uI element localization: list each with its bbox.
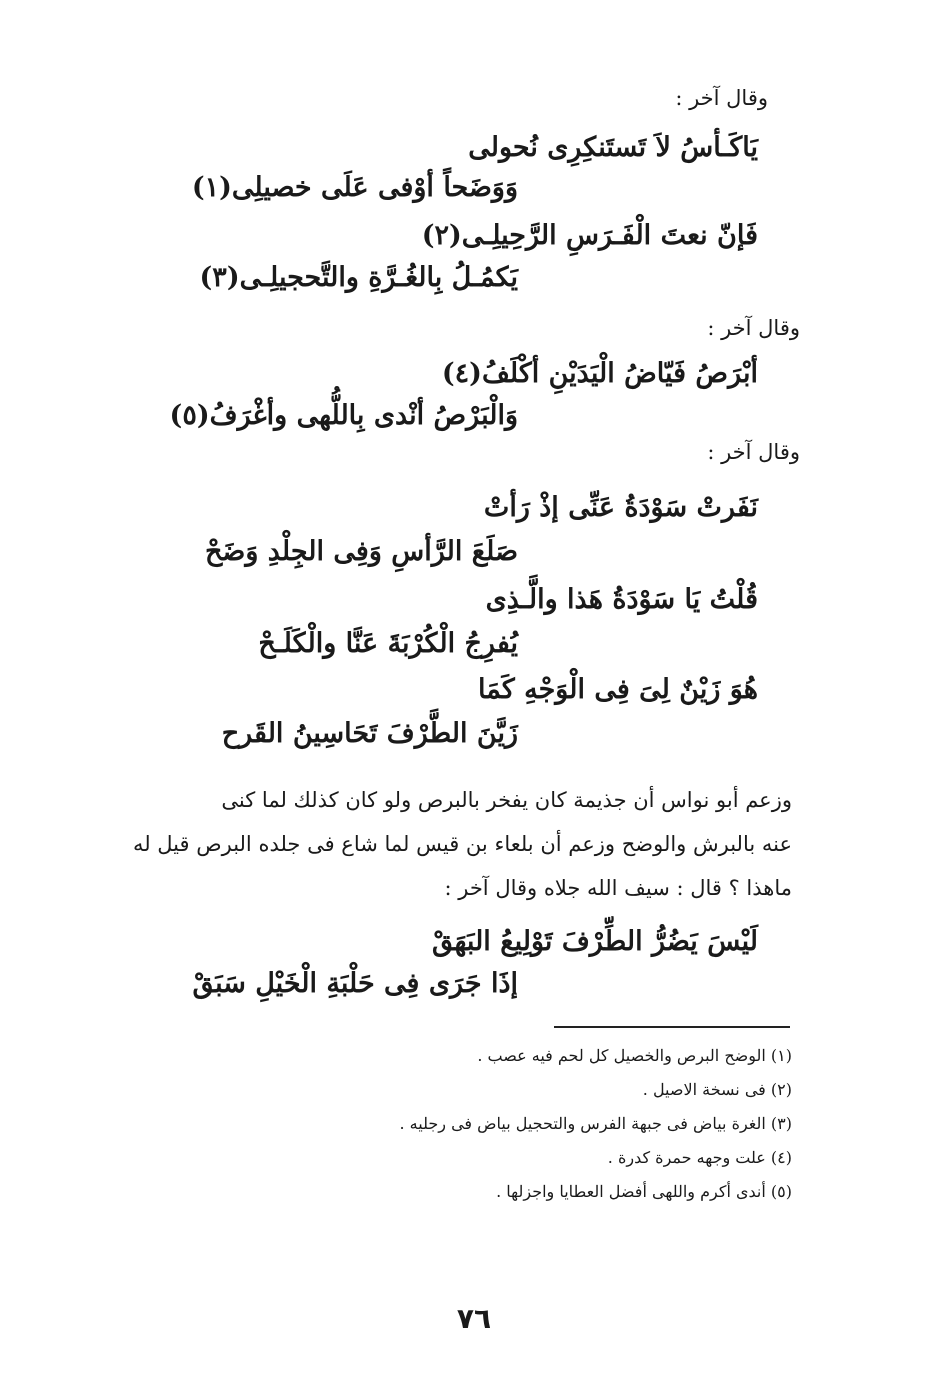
verse-line: زَيَّنَ الطَّرْفَ تَحَاسِينُ القَرح	[221, 718, 518, 749]
verse-line: فَإنّ نعتَ الْفَـرَسِ الرَّحِيلِـى(٢)	[421, 220, 758, 251]
footnote: (٣) الغرة بياض فى جبهة الفرس والتحجيل بياض فى رجليه .	[399, 1114, 792, 1133]
footnote: (٢) فى نسخة الاصيل .	[642, 1080, 792, 1099]
intro-line: وقال آخر :	[707, 440, 800, 464]
verse-line: هُوَ زَيْنٌ لِىَ فِى الْوَجْهِ كَمَا	[478, 674, 758, 705]
prose-line: ماهذا ؟ قال : سيف الله جلاه وقال آخر :	[444, 876, 792, 900]
verse-line: وَوَضَحاً أوْفى عَلَى خصيلِى(١)	[191, 172, 518, 203]
intro-line: وقال آخر :	[707, 316, 800, 340]
verse-line: لَيْسَ يَضُرُّ الطِّرْفَ تَوْلِيعُ البَهَقْ	[431, 926, 758, 957]
footnote-divider	[554, 1026, 790, 1028]
verse-line: يُفرِجُ الْكُرْبَةَ عَنَّا والْكَلَـحْ	[258, 628, 518, 659]
verse-line: يَكمُـلُ بِالغُـرَّةِ والتَّحجيلِـى(٣)	[199, 262, 518, 293]
intro-line: وقال آخر :	[675, 86, 768, 110]
verse-line: صَلَعَ الرَّأسِ وَفِى الجِلْدِ وَضَحْ	[204, 536, 518, 567]
verse-line: إذَا جَرَى فِى حَلْبَةِ الْخَيْلِ سَبَقْ	[192, 968, 518, 999]
page-number: ٧٦	[456, 1302, 492, 1335]
footnote: (٥) أندى أكرم واللهى أفضل العطايا واجزلها .	[496, 1182, 792, 1201]
verse-line: وَالْبَرْصُ أنْدى بِاللُّهى وأغْرَفُ(٥)	[169, 400, 518, 431]
footnote: (١) الوضح البرص والخصيل كل لحم فيه عصب .	[477, 1046, 792, 1065]
footnote: (٤) علت وجهه حمرة كدرة .	[607, 1148, 792, 1167]
verse-line: أبْرَصُ فَيّاضُ الْيَدَيْنِ أكْلَفُ(٤)	[441, 358, 758, 389]
verse-line: يَاكَـأسُ لاَ تَستَنكِرِى نُحولى	[468, 132, 758, 163]
verse-line: نَفَرتْ سَوْدَةُ عَنِّى إذْ رَأتْ	[483, 492, 758, 523]
verse-line: قُلْتُ يَا سَوْدَةُ هَذا والَّـذِى	[485, 584, 758, 615]
prose-line: عنه بالبرش والوضح وزعم أن بلعاء بن قيس لما شاع فى جلده البرص قيل له	[132, 832, 792, 856]
prose-line: وزعم أبو نواس أن جذيمة كان يفخر بالبرص ولو كان كذلك لما كنى	[221, 788, 792, 812]
